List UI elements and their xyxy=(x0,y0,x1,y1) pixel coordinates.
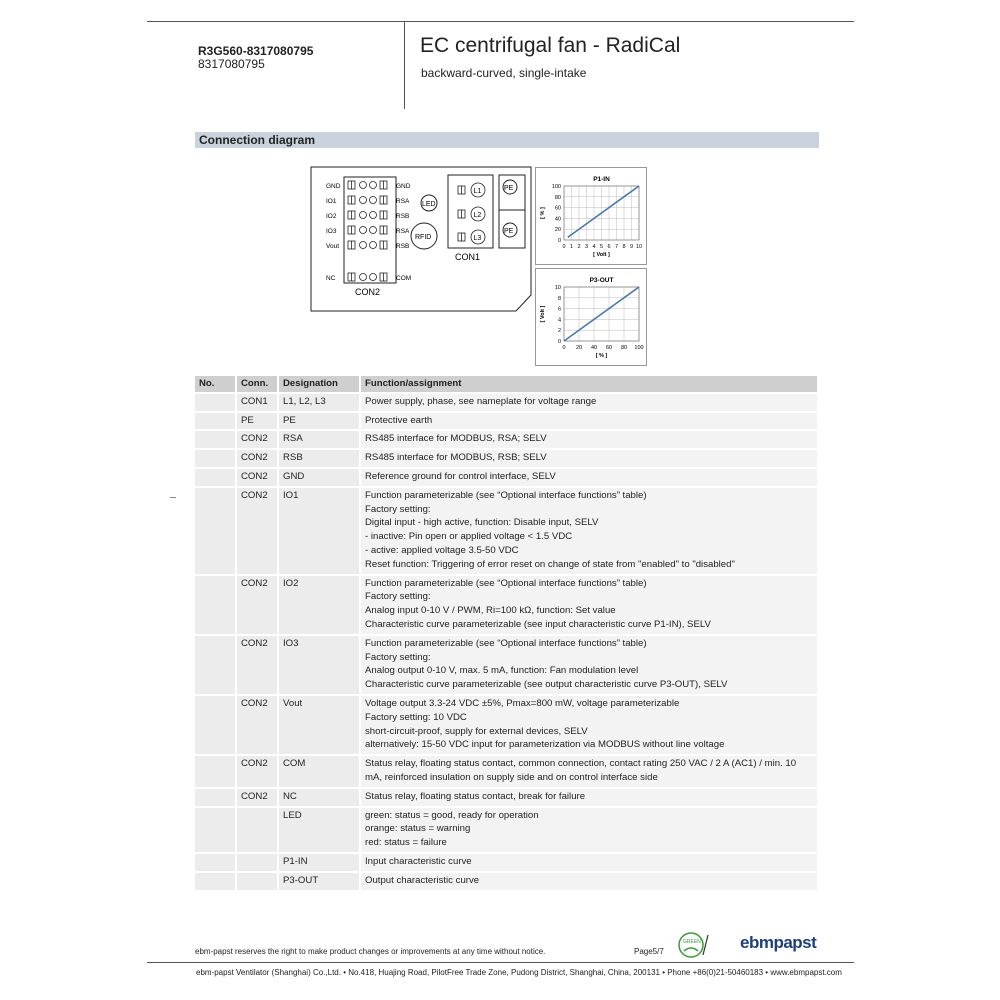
function-line: - active: applied voltage 3.5-50 VDC xyxy=(365,544,519,556)
function-line: mA, reinforced insulation on supply side and on control interface side xyxy=(365,771,658,783)
function-line: Power supply, phase, see nameplate for voltage range xyxy=(365,395,597,407)
con1-terminal-label: L1 xyxy=(473,188,482,195)
con2-left-label: GND xyxy=(326,183,341,190)
header-no: No. xyxy=(195,376,236,393)
function-line: Factory setting: xyxy=(365,591,431,603)
cell-no xyxy=(195,635,236,695)
cell-conn: CON2 xyxy=(236,695,278,755)
function-line: Input characteristic curve xyxy=(365,855,472,867)
page-title: EC centrifugal fan - RadiCal xyxy=(420,34,681,57)
cell-designation: P1-IN xyxy=(278,853,360,872)
table-row xyxy=(195,449,818,468)
x-tick-label: 2 xyxy=(577,244,581,250)
cell-function xyxy=(360,393,818,412)
cell-conn: CON1 xyxy=(236,393,278,412)
rfid-label: RFID xyxy=(415,234,432,241)
x-tick-label: 4 xyxy=(592,244,596,250)
x-tick-label: 0 xyxy=(562,244,566,250)
top-rule xyxy=(147,21,854,22)
y-tick-label: 6 xyxy=(557,306,561,313)
x-tick-label: 40 xyxy=(590,345,598,351)
function-line: Voltage output 3.3-24 VDC ±5%, Pmax=800 mW, voltage parameterizable xyxy=(365,697,680,709)
cell-conn: CON2 xyxy=(236,755,278,788)
section-title: Connection diagram xyxy=(195,132,819,148)
cell-no xyxy=(195,412,236,431)
function-line: Protective earth xyxy=(365,414,433,426)
con2-right-label: GND xyxy=(396,183,411,190)
x-tick-label: 100 xyxy=(634,345,644,351)
function-line: Factory setting: 10 VDC xyxy=(365,711,467,723)
cell-function xyxy=(360,872,818,891)
cell-no xyxy=(195,853,236,872)
cell-function xyxy=(360,635,818,695)
table-row xyxy=(195,393,818,412)
x-tick-label: 60 xyxy=(605,345,613,351)
function-line: alternatively: 15-50 VDC input for parameterization via MODBUS without line voltage xyxy=(365,739,725,751)
cell-conn: CON2 xyxy=(236,449,278,468)
con2-right-label: COM xyxy=(396,275,412,282)
table-row xyxy=(195,412,818,431)
cell-conn: CON2 xyxy=(236,635,278,695)
green-tech-logo-icon xyxy=(678,931,716,959)
table-header-row xyxy=(195,376,818,393)
cell-conn xyxy=(236,807,278,853)
x-tick-label: 9 xyxy=(629,244,634,250)
cell-designation: GND xyxy=(278,468,360,487)
cell-no xyxy=(195,575,236,635)
cell-designation: IO1 xyxy=(278,487,360,575)
function-line: - inactive: Pin open or applied voltage < 1.5 VDC xyxy=(365,531,573,543)
cell-designation: RSB xyxy=(278,449,360,468)
x-axis-label: [ Volt ] xyxy=(593,252,610,258)
con2-right-label: RSA xyxy=(396,228,410,235)
cell-no xyxy=(195,755,236,788)
cell-designation: COM xyxy=(278,755,360,788)
chart-title: P1-IN xyxy=(593,176,610,183)
table-row xyxy=(195,853,818,872)
header-function: Function/assignment xyxy=(360,376,818,393)
cell-function xyxy=(360,430,818,449)
cell-function xyxy=(360,853,818,872)
table-row xyxy=(195,468,818,487)
con2-right-label: RSB xyxy=(396,243,410,250)
y-tick-label: 100 xyxy=(551,184,561,190)
cell-designation: L1, L2, L3 xyxy=(278,393,360,412)
margin-mark xyxy=(170,497,176,498)
con2-left-label: IO2 xyxy=(326,213,337,220)
function-line: red: status = failure xyxy=(365,837,447,849)
con2-left-label: NC xyxy=(326,275,336,282)
y-tick-label: 10 xyxy=(554,285,561,291)
cell-function xyxy=(360,468,818,487)
p3-out-graph xyxy=(535,268,647,366)
con1-terminal-label: L3 xyxy=(473,235,482,242)
cell-designation: LED xyxy=(278,807,360,853)
y-tick-label: 40 xyxy=(554,216,561,223)
cell-conn xyxy=(236,872,278,891)
function-line: short-circuit-proof, supply for external devices, SELV xyxy=(365,725,588,737)
pe-bottom-label: PE xyxy=(504,228,514,235)
cell-function xyxy=(360,807,818,853)
cell-designation: P3-OUT xyxy=(278,872,360,891)
header-conn: Conn. xyxy=(236,376,278,393)
cell-designation: IO3 xyxy=(278,635,360,695)
con2-left-label: IO3 xyxy=(326,228,337,235)
function-line: Function parameterizable (see “Optional interface functions” table) xyxy=(365,489,647,501)
x-tick-label: 8 xyxy=(622,244,626,250)
table-body xyxy=(195,393,818,891)
function-line: Factory setting: xyxy=(365,651,431,663)
con2-left-label: IO1 xyxy=(326,198,337,205)
chart-title: P3-OUT xyxy=(589,277,614,284)
table-row xyxy=(195,807,818,853)
cell-function xyxy=(360,695,818,755)
cell-no xyxy=(195,788,236,807)
function-line: Characteristic curve parameterizable (see output characteristic curve P3-OUT), SELV xyxy=(365,679,728,691)
y-tick-label: 8 xyxy=(557,295,561,302)
cell-function xyxy=(360,412,818,431)
header-divider xyxy=(404,22,405,109)
product-code: R3G560-8317080795 xyxy=(198,44,314,58)
pe-top-label: PE xyxy=(504,185,514,192)
x-tick-label: 1 xyxy=(569,244,574,250)
function-line: Status relay, floating status contact, common connection, contact rating 250 VAC / 2 A (AC1) / min. 10 xyxy=(365,758,797,770)
cell-function xyxy=(360,788,818,807)
con2-left-label: Vout xyxy=(326,243,340,250)
cell-conn: CON2 xyxy=(236,788,278,807)
con1-terminal-label: L2 xyxy=(473,212,482,219)
function-line: Analog input 0-10 V / PWM, Ri=100 kΩ, function: Set value xyxy=(365,605,616,617)
green-logo-text: GREEN xyxy=(683,939,701,945)
table-row xyxy=(195,755,818,788)
y-tick-label: 0 xyxy=(557,238,561,244)
y-tick-label: 4 xyxy=(557,317,561,324)
y-tick-label: 0 xyxy=(557,339,561,345)
footer-rule xyxy=(147,962,854,963)
product-number: 8317080795 xyxy=(198,57,265,71)
con2-label: CON2 xyxy=(355,287,381,297)
cell-function xyxy=(360,487,818,575)
function-line: Digital input - high active, function: Disable input, SELV xyxy=(365,517,599,529)
x-tick-label: 6 xyxy=(607,244,611,250)
con1-label: CON1 xyxy=(455,252,481,262)
header-designation: Designation xyxy=(278,376,360,393)
y-tick-label: 20 xyxy=(554,227,561,234)
connection-table xyxy=(195,376,819,892)
table-row xyxy=(195,788,818,807)
cell-no xyxy=(195,695,236,755)
cell-designation: IO2 xyxy=(278,575,360,635)
cell-no xyxy=(195,430,236,449)
table-row xyxy=(195,575,818,635)
table-row xyxy=(195,695,818,755)
cell-no xyxy=(195,487,236,575)
company-address: ebm-papst Ventilator (Shanghai) Co.,Ltd. • No.418, Huajing Road, PilotFree Trade Zone, Pudong District, Shanghai, China, 200131 • Phone +86(0)21-50460183 • www.ebmpapst.com xyxy=(196,968,842,977)
cell-no xyxy=(195,393,236,412)
cell-no xyxy=(195,807,236,853)
x-tick-label: 5 xyxy=(599,244,604,250)
function-line: Factory setting: xyxy=(365,503,431,515)
cell-conn: CON2 xyxy=(236,468,278,487)
cell-conn: CON2 xyxy=(236,487,278,575)
function-line: Reset function: Triggering of error reset on change of state from "enabled" to "disabled" xyxy=(365,558,735,570)
y-tick-label: 80 xyxy=(554,194,561,201)
cell-conn: CON2 xyxy=(236,575,278,635)
cell-conn: CON2 xyxy=(236,430,278,449)
function-line: Output characteristic curve xyxy=(365,874,480,886)
x-tick-label: 20 xyxy=(575,345,583,351)
table-row xyxy=(195,487,818,575)
function-line: Analog output 0-10 V, max. 5 mA, function: Fan modulation level xyxy=(365,665,639,677)
cell-designation: RSA xyxy=(278,430,360,449)
function-line: Reference ground for control interface, SELV xyxy=(365,470,556,482)
x-tick-label: 10 xyxy=(635,244,643,250)
function-line: RS485 interface for MODBUS, RSA; SELV xyxy=(365,433,547,445)
y-axis-label: [ % ] xyxy=(540,207,546,219)
function-line: Function parameterizable (see “Optional interface functions” table) xyxy=(365,577,647,589)
cell-designation: Vout xyxy=(278,695,360,755)
cell-designation: NC xyxy=(278,788,360,807)
x-tick-label: 7 xyxy=(614,244,619,250)
function-line: RS485 interface for MODBUS, RSB; SELV xyxy=(365,452,547,464)
cell-function xyxy=(360,755,818,788)
con2-right-label: RSB xyxy=(396,213,410,220)
page-subtitle: backward-curved, single-intake xyxy=(421,66,587,80)
cell-no xyxy=(195,449,236,468)
function-line: orange: status = warning xyxy=(365,823,471,835)
x-tick-label: 80 xyxy=(620,345,628,351)
p1-in-graph xyxy=(535,167,647,265)
cell-function xyxy=(360,575,818,635)
y-axis-label: [ Volt ] xyxy=(540,305,546,323)
table-row xyxy=(195,872,818,891)
y-tick-label: 60 xyxy=(554,205,561,212)
x-tick-label: 0 xyxy=(562,345,566,351)
con2-right-label: RSA xyxy=(396,198,410,205)
y-tick-label: 2 xyxy=(557,328,561,335)
cell-conn: PE xyxy=(236,412,278,431)
x-tick-label: 3 xyxy=(584,244,589,250)
cell-no xyxy=(195,468,236,487)
cell-conn xyxy=(236,853,278,872)
table-row xyxy=(195,635,818,695)
disclaimer: ebm-papst reserves the right to make product changes or improvements at any time without notice. xyxy=(195,947,546,956)
function-line: green: status = good, ready for operation xyxy=(365,809,539,821)
cell-function xyxy=(360,449,818,468)
brand-logo: ebmpapst xyxy=(740,933,817,952)
cell-no xyxy=(195,872,236,891)
table-row xyxy=(195,430,818,449)
connection-diagram xyxy=(310,165,535,317)
page-number: Page5/7 xyxy=(634,947,664,956)
function-line: Status relay, floating status contact, break for failure xyxy=(365,790,586,802)
x-axis-label: [ % ] xyxy=(595,353,608,359)
led-label: LED xyxy=(422,201,436,208)
function-line: Characteristic curve parameterizable (see input characteristic curve P1-IN), SELV xyxy=(365,618,711,630)
function-line: Function parameterizable (see “Optional interface functions” table) xyxy=(365,637,647,649)
cell-designation: PE xyxy=(278,412,360,431)
